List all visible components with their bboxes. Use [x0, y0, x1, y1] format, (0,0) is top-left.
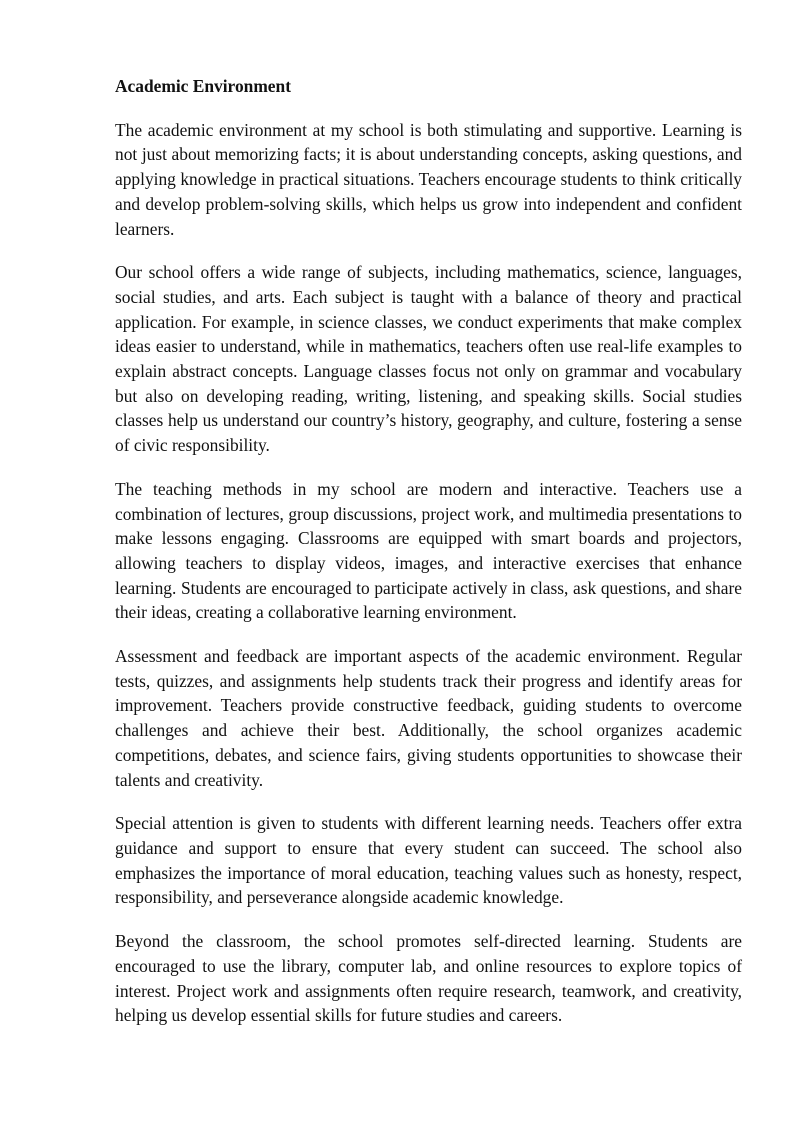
paragraph-subjects: Our school offers a wide range of subjects, including mathematics, science, languages, social studies, and arts. Each subject is taught with a balance of theory and practical application. For example, in science classes, we conduct experiments that make complex ideas easier to understand, while in mathematics, teachers often use real-life examples to explain abstract concepts. Language classes focus not only on grammar and vocabulary but also on developing reading, writing, listening, and speaking skills. Social studies classes help us understand our country’s history, geography, and culture, fostering a sense of civic responsibility. [115, 262, 742, 456]
paragraph-teaching-methods: The teaching methods in my school are modern and interactive. Teachers use a combination of lectures, group discussions, project work, and multimedia presentations to make lessons engaging. Classrooms are equipped with smart boards and projectors, allowing teachers to display videos, images, and interactive exercises that enhance learning. Students are encouraged to participate actively in class, ask questions, and share their ideas, creating a collaborative learning environment. [115, 478, 742, 623]
paragraph-assessment: Assessment and feedback are important aspects of the academic environment. Regular tests, quizzes, and assignments help students track their progress and identify areas for improvement. Teachers provide constructive feedback, guiding students to overcome challenges and achieve their best. Additionally, the school organizes academic competitions, debates, and science fairs, giving students opportunities to showcase their talents and creativity. [115, 646, 742, 790]
paragraph-intro: The academic environment at my school is both stimulating and supportive. Learning is not just about memorizing facts; it is about understanding concepts, asking questions, and applying knowledge in practical situations. Teachers encourage students to think critically and develop problem-solving skills, which helps us grow into independent and confident learners. [115, 119, 742, 239]
section-heading: Academic Environment [115, 76, 291, 96]
paragraph-self-directed-learning: Beyond the classroom, the school promotes self-directed learning. Students are encouraged to use the library, computer lab, and online resources to explore topics of interest. Project work and assignments often require research, teamwork, and creativity, helping us develop essential skills for future studies and careers. [115, 931, 742, 1026]
paragraph-special-needs: Special attention is given to students with different learning needs. Teachers offer extra guidance and support to ensure that every student can succeed. The school also emphasizes the importance of moral education, teaching values such as honesty, respect, responsibility, and perseverance alongside academic knowledge. [115, 813, 742, 908]
